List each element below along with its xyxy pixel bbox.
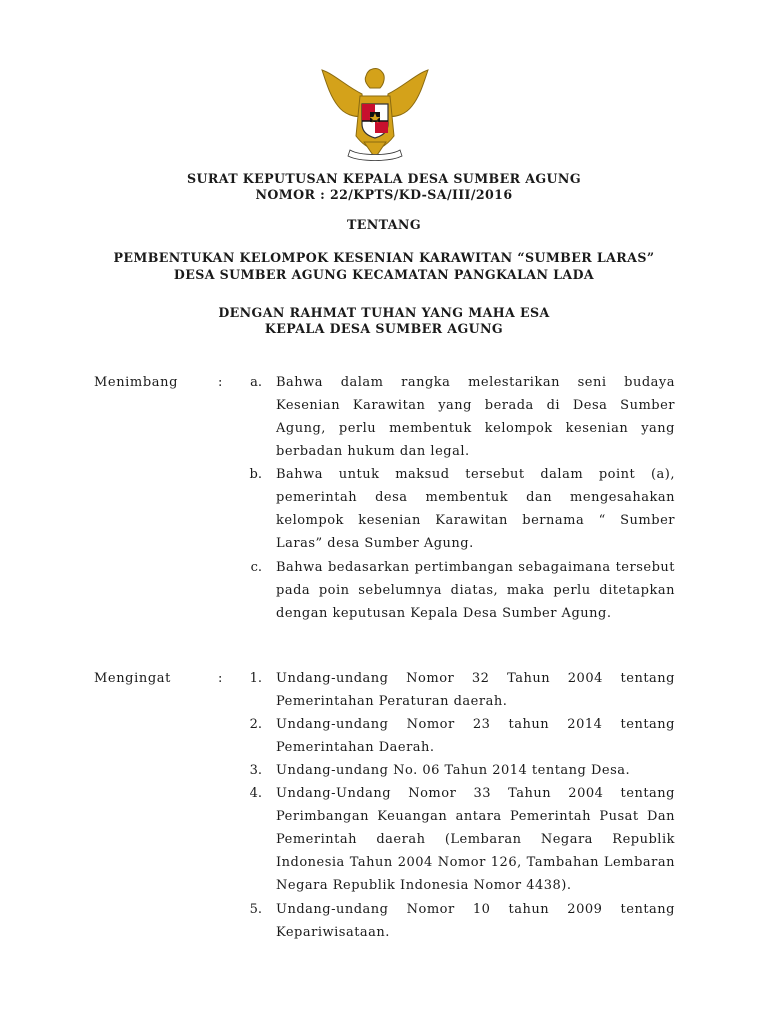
blessing-line-2: KEPALA DESA SUMBER AGUNG (264, 321, 504, 336)
menimbang-marker: c. (250, 560, 262, 575)
about-heading: TENTANG (346, 217, 421, 232)
mengingat-item: Undang-undang Nomor 23 tahun 2014 tentang Pemerintahan Daerah. (276, 717, 675, 755)
menimbang-item: Bahwa bedasarkan pertimbangan sebagaimana tersebut pada poin sebelumnya diatas, maka perlu ditetapkan dengan keputusan Kepala Desa Sumber Agung. (276, 560, 675, 621)
menimbang-item: Bahwa untuk maksud tersebut dalam point (a), pemerintah desa membentuk dan mengesahakan kelompok kesenian Karawitan bernama “ Sumber Laras” desa Sumber Agung. (276, 467, 675, 551)
mengingat-marker: 4. (249, 786, 262, 801)
mengingat-marker: 2. (249, 717, 262, 732)
menimbang-marker: b. (249, 467, 262, 482)
menimbang-marker: a. (250, 375, 262, 390)
mengingat-marker: 1. (249, 671, 262, 686)
mengingat-item: Undang-Undang Nomor 33 Tahun 2004 tentang Perimbangan Keuangan antara Pemerintah Pusat Dan Pemerintah daerah (Lembaran Negara Republik Indonesia Tahun 2004 Nomor 126, Tambahan Lembaran Negara Republik Indonesia Nomor 4438). (276, 786, 675, 893)
garuda-emblem-icon (316, 66, 434, 164)
mengingat-label: Mengingat (94, 671, 171, 686)
menimbang-item: Bahwa dalam rangka melestarikan seni budaya Kesenian Karawitan yang berada di Desa Sumber Agung, perlu membentuk kelompok kesenian yang berbadan hukum dan legal. (276, 375, 675, 459)
mengingat-item: Undang-undang No. 06 Tahun 2014 tentang Desa. (276, 763, 631, 778)
decree-title: SURAT KEPUTUSAN KEPALA DESA SUMBER AGUNG (186, 171, 582, 186)
mengingat-item: Undang-undang Nomor 32 Tahun 2004 tentang Pemerintahan Peraturan daerah. (276, 671, 675, 709)
mengingat-marker: 3. (249, 763, 262, 778)
mengingat-colon: : (218, 671, 223, 686)
blessing-line-1: DENGAN RAHMAT TUHAN YANG MAHA ESA (218, 305, 550, 320)
subject-line-1: PEMBENTUKAN KELOMPOK KESENIAN KARAWITAN “SUMBER LARAS” (113, 250, 655, 265)
menimbang-label: Menimbang (94, 375, 179, 390)
menimbang-colon: : (218, 375, 223, 390)
decree-number: NOMOR : 22/KPTS/KD-SA/III/2016 (255, 187, 513, 202)
mengingat-marker: 5. (249, 902, 262, 917)
subject-line-2: DESA SUMBER AGUNG KECAMATAN PANGKALAN LADA (173, 267, 595, 282)
mengingat-item: Undang-undang Nomor 10 tahun 2009 tentang Kepariwisataan. (276, 902, 675, 940)
